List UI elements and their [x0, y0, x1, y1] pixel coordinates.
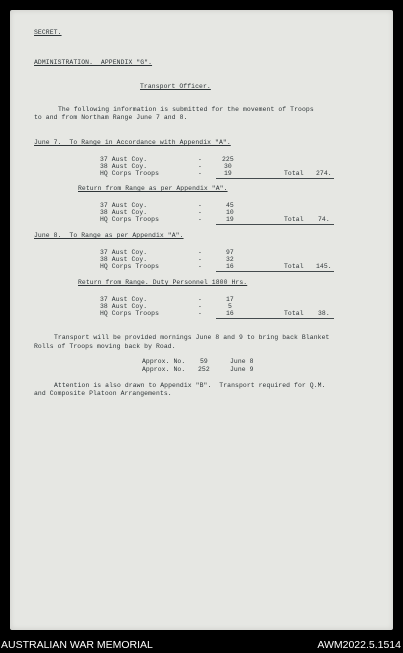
section-title: Return from Range. Duty Personnel 1800 Hrs.	[78, 279, 248, 286]
unit-label: 38 Aust Coy.	[100, 256, 148, 263]
attention-line-2: and Composite Platoon Arrangements.	[34, 390, 172, 397]
total-label: Total	[284, 310, 304, 317]
unit-label: 37 Aust Coy.	[100, 249, 148, 256]
dash: -	[198, 303, 202, 310]
unit-label: 38 Aust Coy.	[100, 163, 148, 170]
document-subheading: Transport Officer.	[140, 83, 211, 90]
dash: -	[198, 209, 202, 216]
unit-count: 30	[224, 163, 232, 170]
footer-institution: AUSTRALIAN WAR MEMORIAL	[1, 639, 153, 651]
document-heading: ADMINISTRATION. APPENDIX "G".	[34, 59, 153, 66]
unit-count: 45	[226, 202, 234, 209]
dash: -	[198, 256, 202, 263]
unit-count: 19	[226, 216, 234, 223]
unit-count: 16	[226, 263, 234, 270]
unit-label: HQ Corps Troops	[100, 170, 160, 177]
total-value: 274.	[316, 170, 332, 177]
unit-label: 38 Aust Coy.	[100, 303, 148, 310]
total-label: Total	[284, 216, 304, 223]
transport-line-2: Rolls of Troops moving back by Road.	[34, 343, 176, 350]
dash: -	[198, 296, 202, 303]
unit-count: 10	[226, 209, 234, 216]
attention-line-1: Attention is also drawn to Appendix "B". Transport required for Q.M.	[54, 382, 326, 389]
dash: -	[198, 216, 202, 223]
total-value: 38.	[318, 310, 330, 317]
section-title: Return from Range as per Appendix "A".	[78, 185, 228, 192]
unit-label: 37 Aust Coy.	[100, 296, 148, 303]
total-label: Total	[284, 263, 304, 270]
unit-label: HQ Corps Troops	[100, 310, 160, 317]
unit-count: 16	[226, 310, 234, 317]
unit-label: HQ Corps Troops	[100, 216, 160, 223]
dash: -	[198, 170, 202, 177]
dash: -	[198, 202, 202, 209]
dash: -	[198, 249, 202, 256]
unit-count: 32	[226, 256, 234, 263]
approx-value: 252	[198, 366, 210, 373]
unit-label: 38 Aust Coy.	[100, 209, 148, 216]
approx-label: Approx. No.	[142, 358, 186, 365]
total-label: Total	[284, 170, 304, 177]
unit-label: HQ Corps Troops	[100, 263, 160, 270]
total-rule	[216, 178, 334, 179]
dash: -	[198, 263, 202, 270]
dash: -	[198, 156, 202, 163]
total-rule	[216, 224, 334, 225]
approx-label: Approx. No.	[142, 366, 186, 373]
intro-line-2: to and from Northam Range June 7 and 8.	[34, 114, 188, 121]
unit-count: 17	[226, 296, 234, 303]
approx-value: 59	[200, 358, 208, 365]
dash: -	[198, 310, 202, 317]
approx-date: June 8	[230, 358, 254, 365]
footer-accession-number: AWM2022.5.1514	[317, 639, 401, 651]
transport-line-1: Transport will be provided mornings June 8 and 9 to bring back Blanket	[54, 334, 330, 341]
unit-count: 97	[226, 249, 234, 256]
total-rule	[216, 318, 334, 319]
unit-label: 37 Aust Coy.	[100, 156, 148, 163]
section-title: June 7. To Range in Accordance with Appendix "A".	[34, 139, 231, 146]
intro-line-1: The following information is submitted for the movement of Troops	[58, 106, 314, 113]
total-value: 74.	[318, 216, 330, 223]
unit-count: 5	[228, 303, 232, 310]
document-page	[10, 10, 393, 630]
unit-count: 225	[222, 156, 234, 163]
total-rule	[216, 271, 334, 272]
unit-label: 37 Aust Coy.	[100, 202, 148, 209]
dash: -	[198, 163, 202, 170]
section-title: June 8. To Range as per Appendix "A".	[34, 232, 184, 239]
approx-date: June 9	[230, 366, 254, 373]
classification-marking: SECRET.	[34, 29, 62, 36]
unit-count: 19	[224, 170, 232, 177]
total-value: 145.	[316, 263, 332, 270]
